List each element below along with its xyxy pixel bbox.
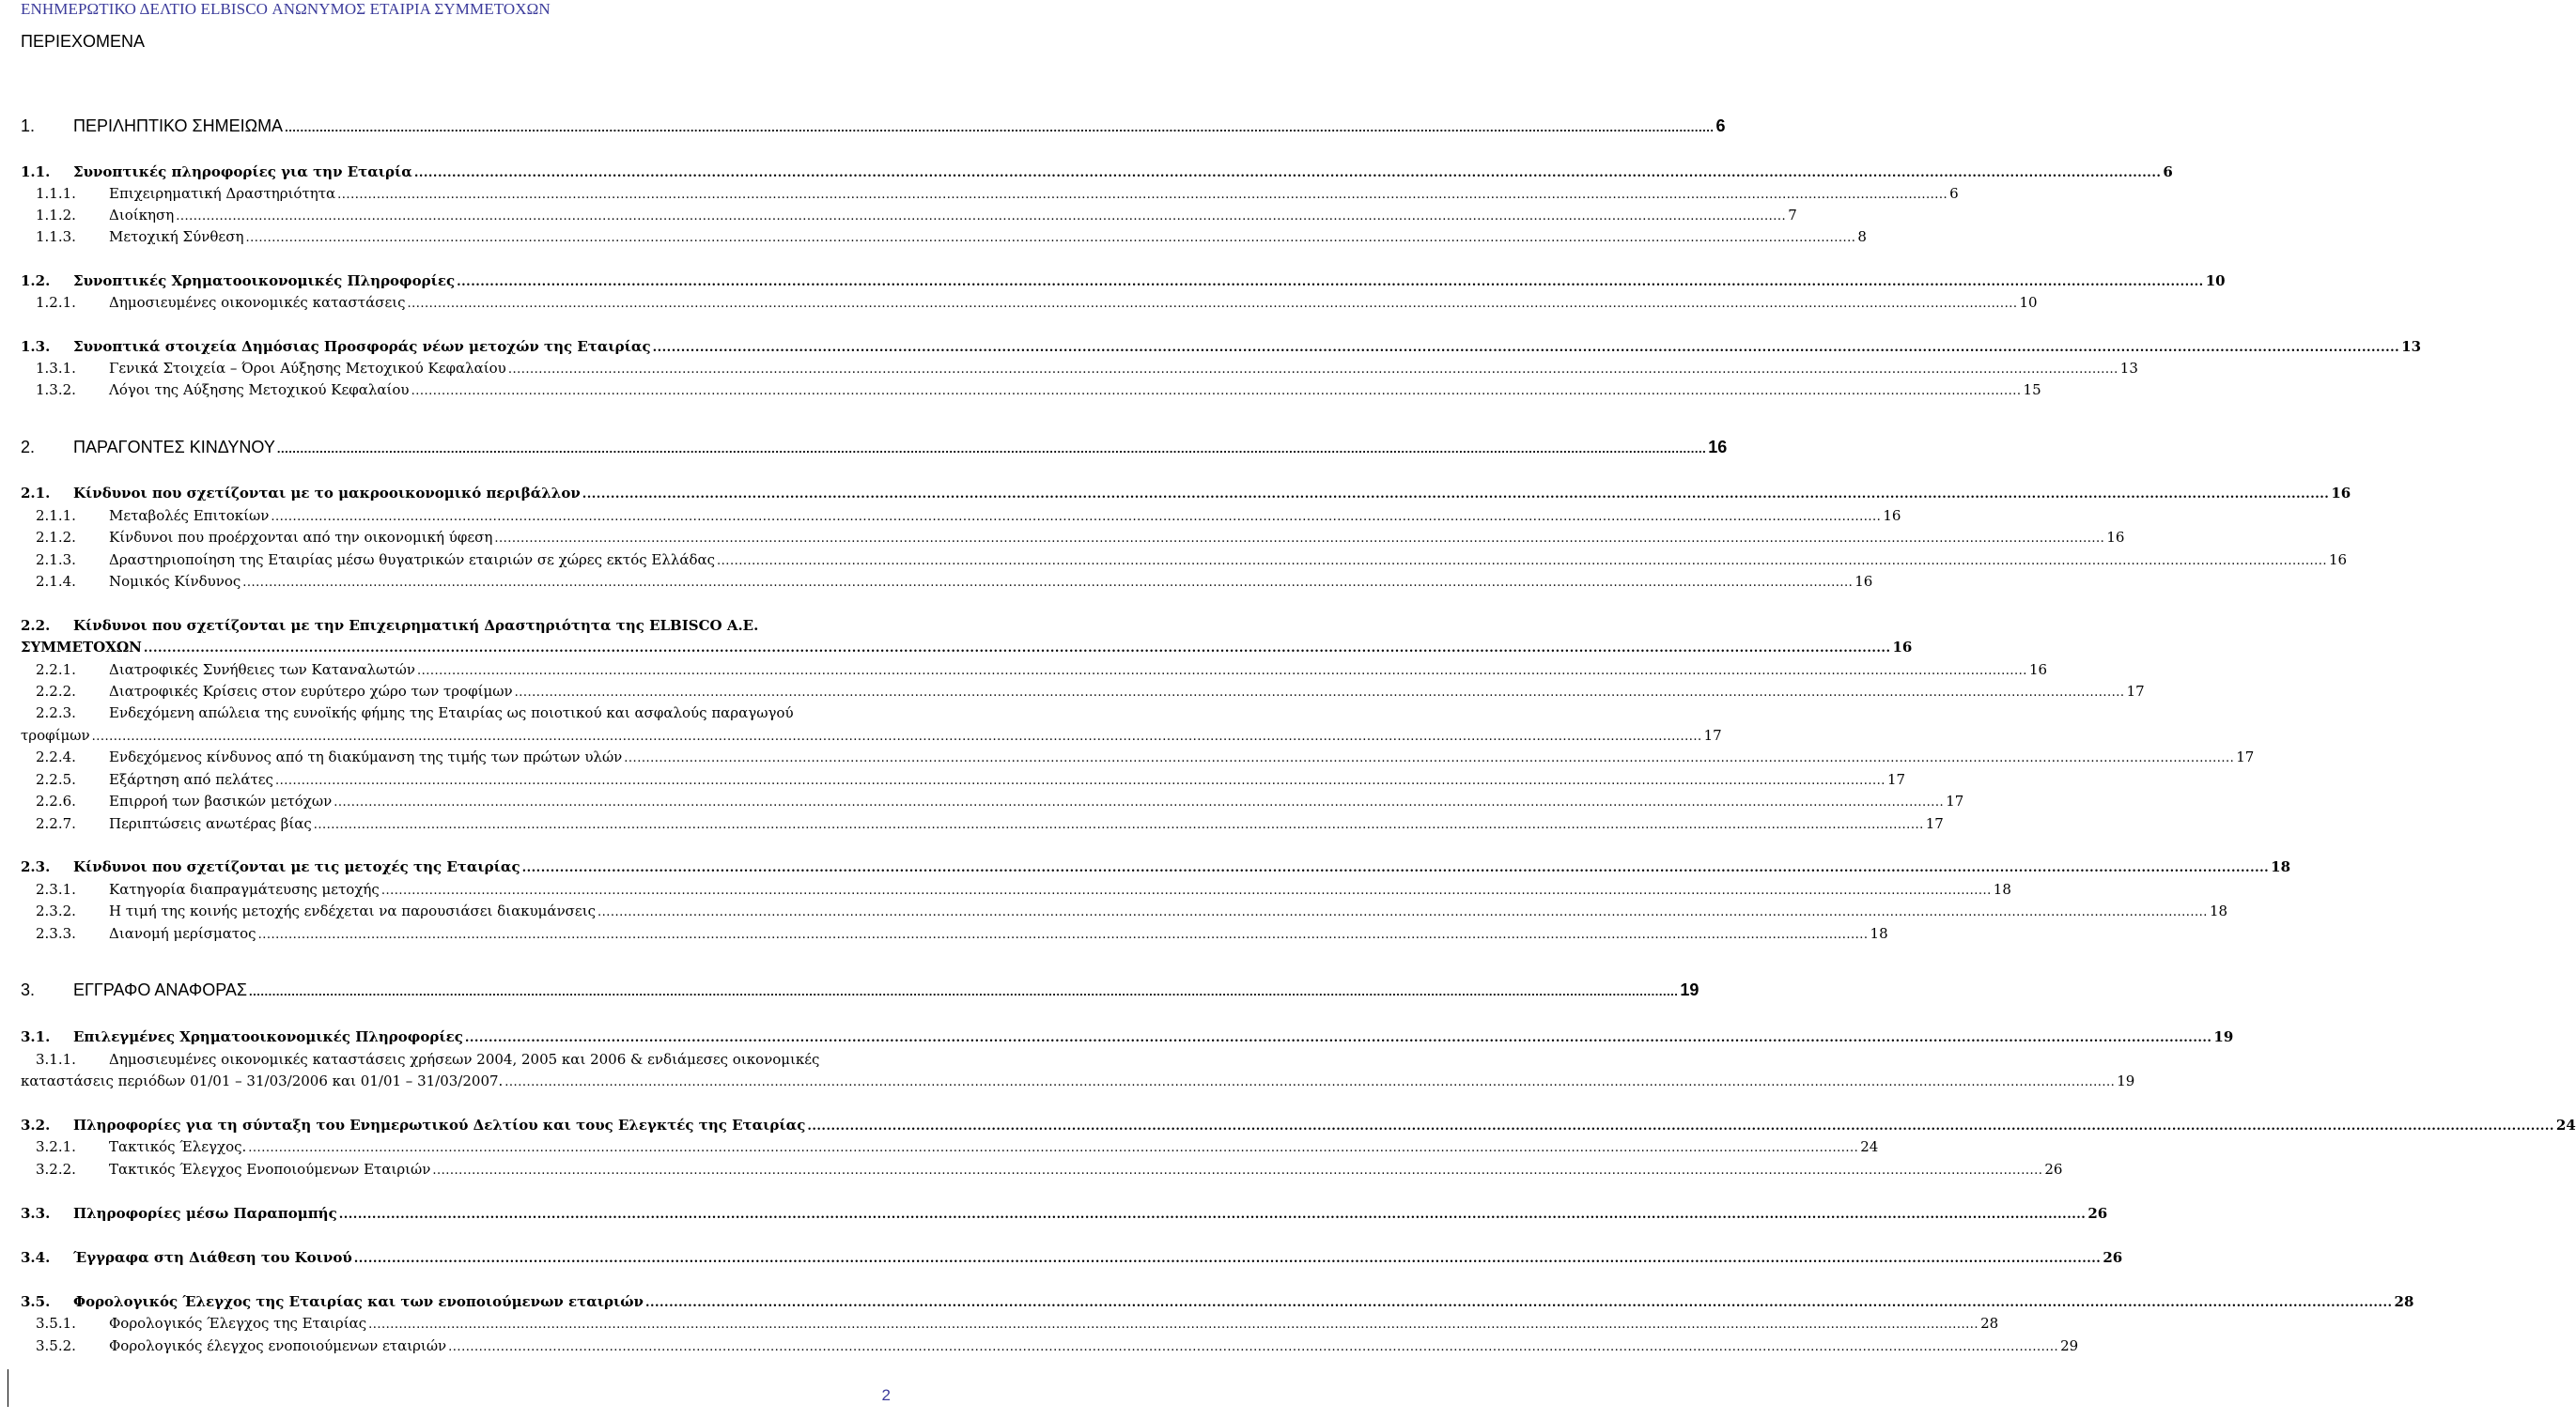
toc-entry-page: 16 bbox=[2329, 551, 2348, 568]
toc-entry[interactable] bbox=[21, 551, 2348, 568]
dot-leader bbox=[245, 231, 1855, 245]
toc-entry-number: 2.2. bbox=[21, 617, 51, 634]
dot-leader bbox=[508, 363, 2118, 377]
toc-entry-number: 2.1.1. bbox=[36, 507, 76, 524]
dot-leader bbox=[285, 120, 1714, 134]
toc-entry[interactable] bbox=[21, 272, 2226, 289]
toc-entry-title: Φορολογικός έλεγχος ενοποιούμενων εταιριών bbox=[109, 1337, 447, 1354]
toc-entry-number: 1.2. bbox=[21, 272, 51, 289]
toc-entry-title: Διανομή μερίσματος bbox=[109, 925, 256, 942]
toc-entry[interactable] bbox=[21, 1117, 2576, 1134]
toc-entry[interactable] bbox=[21, 1028, 2234, 1045]
toc-entry-page: 8 bbox=[1857, 228, 1867, 245]
toc-entry-number: 3.1. bbox=[21, 1028, 51, 1045]
toc-entry-title: Τακτικός Έλεγχος. bbox=[109, 1138, 247, 1155]
toc-entry-page: 16 bbox=[2331, 485, 2351, 502]
dot-leader bbox=[597, 905, 2208, 919]
toc-entry[interactable] bbox=[21, 116, 1726, 136]
toc-entry-title: Έγγραφα στη Διάθεση του Κοινού bbox=[73, 1249, 352, 1266]
dot-leader bbox=[144, 641, 1891, 656]
toc-entry[interactable] bbox=[21, 507, 1901, 524]
toc-entry-page: 18 bbox=[2209, 903, 2228, 919]
toc-entry-number: 2.3. bbox=[21, 858, 51, 875]
toc-entry[interactable] bbox=[21, 881, 2011, 898]
toc-entry[interactable] bbox=[21, 749, 2255, 765]
toc-entry-page: 16 bbox=[2106, 529, 2125, 546]
toc-entry[interactable] bbox=[21, 925, 1888, 942]
toc-entry-number: 2.1.3. bbox=[36, 551, 76, 568]
dot-leader bbox=[381, 884, 1992, 898]
toc-entry[interactable] bbox=[21, 438, 1728, 457]
dot-leader bbox=[432, 1164, 2042, 1178]
toc-entry-title: Η τιμή της κοινής μετοχής ενδέχεται να παρουσιάσει διακυμάνσεις bbox=[109, 903, 596, 919]
toc-entry-page: 29 bbox=[2060, 1337, 2079, 1354]
toc-entry-title: Επιρροή των βασικών μετόχων bbox=[109, 793, 333, 810]
dot-leader bbox=[653, 341, 2400, 355]
toc-entry-title: Κίνδυνοι που σχετίζονται με την Επιχειρηματική Δραστηριότητα της ELBISCO Α.Ε. bbox=[73, 617, 759, 634]
dot-leader bbox=[494, 532, 2104, 546]
toc-entry-page: 16 bbox=[2028, 661, 2048, 678]
toc-entry-number: 3.2. bbox=[21, 1117, 51, 1134]
toc-entry-page: 10 bbox=[2019, 294, 2038, 311]
toc-entry-title-continued: καταστάσεις περιόδων 01/01 – 31/03/2006 και 01/01 – 31/03/2007. bbox=[21, 1073, 504, 1089]
toc-entry-continuation[interactable] bbox=[21, 1073, 2135, 1089]
toc-entry-title: Νομικός Κίνδυνος bbox=[109, 573, 241, 590]
toc-entry-page: 19 bbox=[2213, 1028, 2234, 1045]
dot-leader bbox=[275, 774, 1885, 788]
toc-entry-title: Ενδεχόμενη απώλεια της ευνοϊκής φήμης της Εταιρίας ως ποιοτικού και ασφαλούς παραγωγού bbox=[109, 704, 794, 721]
toc-entry-title: Ενδεχόμενος κίνδυνος από τη διακύμανση της τιμής των πρώτων υλών bbox=[109, 749, 623, 765]
toc-entry-number: 2.2.1. bbox=[36, 661, 76, 678]
toc-entry-number: 1.1. bbox=[21, 163, 51, 180]
toc-entry-title: Εξάρτηση από πελάτες bbox=[109, 771, 273, 788]
toc-entry-page: 16 bbox=[1708, 438, 1728, 456]
toc-entry-page: 16 bbox=[1854, 573, 1873, 590]
toc-entry-number: 1.3.1. bbox=[36, 360, 76, 377]
toc-entry-title: Κίνδυνοι που προέρχονται από την οικονομική ύφεση bbox=[109, 529, 493, 546]
toc-entry[interactable] bbox=[21, 381, 2041, 398]
dot-leader bbox=[624, 751, 2234, 765]
toc-entry-title: Διατροφικές Συνήθειες των Καταναλωτών bbox=[109, 661, 415, 678]
dot-leader bbox=[248, 1141, 1858, 1155]
toc-entry[interactable] bbox=[21, 1249, 2123, 1266]
toc-entry-page: 17 bbox=[2236, 749, 2255, 765]
dot-leader bbox=[242, 576, 1853, 590]
toc-entry[interactable] bbox=[21, 185, 1959, 202]
dot-leader bbox=[354, 1252, 2102, 1266]
toc-entry-title-continued: ΣΥΜΜΕΤΟΧΩΝ bbox=[21, 639, 142, 656]
contents-title: ΠΕΡΙΕΧΟΜΕΝΑ bbox=[21, 32, 146, 51]
toc-entry[interactable] bbox=[21, 573, 1873, 590]
dot-leader bbox=[411, 384, 2022, 398]
toc-entry-title-continued: τροφίμων bbox=[21, 727, 90, 744]
toc-entry[interactable] bbox=[21, 1293, 2414, 1310]
toc-entry-page: 26 bbox=[2087, 1205, 2108, 1222]
toc-entry-page: 17 bbox=[1703, 727, 1722, 744]
toc-entry[interactable] bbox=[21, 529, 2125, 546]
toc-entry-number: 3.5. bbox=[21, 1293, 51, 1310]
toc-entry-number: 2.1.4. bbox=[36, 573, 76, 590]
toc-entry-page: 18 bbox=[1993, 881, 2011, 898]
toc-entry-title: Συνοπτικές πληροφορίες για την Εταιρία bbox=[73, 163, 412, 180]
toc-entry-page: 16 bbox=[1892, 639, 1913, 656]
toc-entry[interactable] bbox=[21, 163, 2173, 180]
toc-entry-title: Γενικά Στοιχεία – Όροι Αύξησης Μετοχικού Κεφαλαίου bbox=[109, 360, 506, 377]
toc-entry-page: 19 bbox=[2117, 1073, 2135, 1089]
toc-entry-number: 2.2.7. bbox=[36, 815, 76, 832]
toc-entry-number: 2.3.2. bbox=[36, 903, 76, 919]
toc-entry-number: 2.2.6. bbox=[36, 793, 76, 810]
dot-leader bbox=[337, 188, 1948, 202]
toc-entry-title: Λόγοι της Αύξησης Μετοχικού Κεφαλαίου bbox=[109, 381, 410, 398]
dot-leader bbox=[258, 928, 1869, 942]
toc-entry[interactable] bbox=[21, 1138, 1879, 1155]
toc-entry[interactable] bbox=[21, 1337, 2079, 1354]
toc-entry[interactable] bbox=[21, 858, 2291, 875]
toc-entry-number: 2.2.5. bbox=[36, 771, 76, 788]
toc-entry[interactable] bbox=[21, 661, 2048, 678]
toc-entry-number: 2.2.4. bbox=[36, 749, 76, 765]
toc-entry-page: 28 bbox=[2394, 1293, 2414, 1310]
toc-entry-page: 6 bbox=[1715, 116, 1726, 135]
toc-entry-page: 18 bbox=[1870, 925, 1888, 942]
toc-entry-number: 1.3.2. bbox=[36, 381, 76, 398]
dot-leader bbox=[368, 1318, 1979, 1332]
toc-entry-page: 24 bbox=[2555, 1117, 2576, 1134]
toc-entry-number: 3. bbox=[21, 980, 36, 999]
toc-entry-title: Μεταβολές Επιτοκίων bbox=[109, 507, 270, 524]
toc-entry-page: 28 bbox=[1980, 1315, 1999, 1332]
toc-entry[interactable] bbox=[21, 1205, 2108, 1222]
toc-entry-number: 3.3. bbox=[21, 1205, 51, 1222]
toc-entry-title: Κίνδυνοι που σχετίζονται με το μακροοικονομικό περιβάλλον bbox=[73, 485, 581, 502]
toc-entry[interactable] bbox=[21, 617, 758, 634]
dot-leader bbox=[92, 730, 1702, 744]
toc-entry-number: 1.3. bbox=[21, 338, 51, 355]
dot-leader bbox=[448, 1340, 2058, 1354]
dot-leader bbox=[408, 297, 2018, 311]
toc-entry[interactable] bbox=[21, 360, 2138, 377]
toc-entry-number: 2.2.3. bbox=[36, 704, 76, 721]
toc-entry[interactable] bbox=[21, 1315, 1999, 1332]
toc-entry-number: 2.2.2. bbox=[36, 683, 76, 700]
toc-entry-page: 17 bbox=[1946, 793, 1964, 810]
toc-entry[interactable] bbox=[21, 1161, 2063, 1178]
toc-entry-page: 7 bbox=[1788, 207, 1797, 224]
toc-entry[interactable] bbox=[21, 338, 2422, 355]
toc-entry[interactable] bbox=[21, 980, 1699, 1000]
document-header: ΕΝΗΜΕΡΩΤΙΚΟ ΔΕΛΤΙΟ ELBISCO ΑΝΩΝΥΜΟΣ ΕΤΑΙΡΙΑ ΣΥΜΜΕΤΟΧΩΝ bbox=[21, 0, 551, 18]
toc-entry-title: Φορολογικός Έλεγχος της Εταιρίας bbox=[109, 1315, 367, 1332]
toc-entry-page: 18 bbox=[2271, 858, 2291, 875]
dot-leader bbox=[807, 1119, 2554, 1134]
toc-entry-number: 2.3.1. bbox=[36, 881, 76, 898]
toc-entry-title: Δημοσιευμένες οικονομικές καταστάσεις bbox=[109, 294, 406, 311]
toc-entry-number: 3.2.1. bbox=[36, 1138, 76, 1155]
dot-leader bbox=[249, 984, 1678, 998]
dot-leader bbox=[717, 554, 2327, 568]
toc-entry[interactable] bbox=[36, 704, 794, 721]
toc-entry[interactable] bbox=[21, 815, 1944, 832]
dot-leader bbox=[457, 275, 2204, 289]
dot-leader bbox=[522, 861, 2270, 875]
dot-leader bbox=[417, 664, 2027, 678]
toc-entry-number: 3.5.1. bbox=[36, 1315, 76, 1332]
toc-entry-page: 13 bbox=[2401, 338, 2422, 355]
toc-entry-number: 2. bbox=[21, 438, 36, 456]
toc-entry-page: 16 bbox=[1883, 507, 1901, 524]
toc-entry-page: 10 bbox=[2205, 272, 2226, 289]
toc-entry-number: 3.5.2. bbox=[36, 1337, 76, 1354]
toc-entry-title: Φορολογικός Έλεγχος της Εταιρίας και των ενοποιούμενων εταιριών bbox=[73, 1293, 644, 1310]
toc-entry[interactable] bbox=[21, 228, 1867, 245]
toc-entry[interactable] bbox=[21, 683, 2145, 700]
toc-entry-title: Διατροφικές Κρίσεις στον ευρύτερο χώρο των τροφίμων bbox=[109, 683, 513, 700]
dot-leader bbox=[314, 818, 1924, 832]
toc-entry-title: Κίνδυνοι που σχετίζονται με τις μετοχές της Εταιρίας bbox=[73, 858, 520, 875]
toc-entry-title: Επιχειρηματική Δραστηριότητα bbox=[109, 185, 336, 202]
toc-entry-page: 26 bbox=[2044, 1161, 2063, 1178]
toc-entry-title: Δημοσιευμένες οικονομικές καταστάσεις χρήσεων 2004, 2005 και 2006 & ενδιάμεσες οικονομικές bbox=[109, 1051, 820, 1068]
toc-entry-page: 13 bbox=[2119, 360, 2138, 377]
toc-entry-number: 1.1.2. bbox=[36, 207, 76, 224]
toc-entry-number: 1.1.3. bbox=[36, 228, 76, 245]
dot-leader bbox=[277, 441, 1706, 455]
toc-entry-page: 26 bbox=[2103, 1249, 2123, 1266]
toc-entry-title: Δραστηριοποίηση της Εταιρίας μέσω θυγατρικών εταιριών σε χώρες εκτός Ελλάδας bbox=[109, 551, 716, 568]
toc-entry-title: Διοίκηση bbox=[109, 207, 175, 224]
dot-leader bbox=[339, 1208, 2087, 1222]
toc-entry-continuation[interactable] bbox=[21, 727, 1722, 744]
toc-entry-number: 2.1.2. bbox=[36, 529, 76, 546]
toc-entry-number: 1. bbox=[21, 116, 36, 135]
toc-entry-title: ΠΕΡΙΛΗΠΤΙΚΟ ΣΗΜΕΙΩΜΑ bbox=[73, 116, 284, 135]
dot-leader bbox=[334, 795, 1944, 810]
toc-entry-title: Τακτικός Έλεγχος Ενοποιούμενων Εταιριών bbox=[109, 1161, 431, 1178]
toc-entry[interactable] bbox=[21, 207, 1797, 224]
toc-entry-title: Περιπτώσεις ανωτέρας βίας bbox=[109, 815, 312, 832]
toc-entry-page: 6 bbox=[1949, 185, 1959, 202]
toc-entry-page: 6 bbox=[2163, 163, 2173, 180]
toc-entry-title: Κατηγορία διαπραγμάτευσης μετοχής bbox=[109, 881, 380, 898]
toc-entry-title: ΕΓΓΡΑΦΟ ΑΝΑΦΟΡΑΣ bbox=[73, 980, 248, 999]
toc-entry-number: 1.2.1. bbox=[36, 294, 76, 311]
page-number: 2 bbox=[881, 1386, 891, 1404]
toc-entry-title: Συνοπτικές Χρηματοοικονομικές Πληροφορίες bbox=[73, 272, 456, 289]
toc-entry[interactable] bbox=[21, 903, 2228, 919]
toc-entry-page: 15 bbox=[2023, 381, 2041, 398]
toc-entry-page: 19 bbox=[1680, 980, 1699, 999]
toc-entry-number: 3.4. bbox=[21, 1249, 51, 1266]
dot-leader bbox=[271, 510, 1881, 524]
toc-entry[interactable] bbox=[21, 793, 1964, 810]
toc-entry-page: 24 bbox=[1860, 1138, 1879, 1155]
toc-entry-title: ΠΑΡΑΓΟΝΤΕΣ ΚΙΝΔΥΝΟΥ bbox=[73, 438, 275, 456]
toc-entry-page: 17 bbox=[1886, 771, 1906, 788]
toc-entry-title: Μετοχική Σύνθεση bbox=[109, 228, 244, 245]
toc-entry[interactable] bbox=[21, 771, 1906, 788]
toc-entry[interactable] bbox=[21, 294, 2038, 311]
dot-leader bbox=[414, 166, 2162, 180]
dot-leader bbox=[176, 209, 1786, 224]
toc-entry[interactable] bbox=[36, 1051, 819, 1068]
dot-leader bbox=[465, 1031, 2212, 1045]
toc-entry[interactable] bbox=[21, 485, 2351, 502]
dot-leader bbox=[645, 1296, 2393, 1310]
toc-entry-title: Επιλεγμένες Χρηματοοικονομικές Πληροφορίες bbox=[73, 1028, 463, 1045]
toc-entry-number: 2.1. bbox=[21, 485, 51, 502]
toc-entry-page: 17 bbox=[1925, 815, 1944, 832]
toc-entry-number: 3.1.1. bbox=[36, 1051, 76, 1068]
toc-entry-continuation[interactable] bbox=[21, 639, 1913, 656]
toc-entry-number: 3.2.2. bbox=[36, 1161, 76, 1178]
toc-entry-title: Πληροφορίες μέσω Παραπομπής bbox=[73, 1205, 337, 1222]
toc-entry-title: Πληροφορίες για τη σύνταξη του Ενημερωτικού Δελτίου και τους Ελεγκτές της Εταιρίας bbox=[73, 1117, 806, 1134]
dot-leader bbox=[504, 1075, 2115, 1089]
dot-leader bbox=[515, 686, 2125, 700]
dot-leader bbox=[582, 487, 2330, 502]
toc-entry-number: 1.1.1. bbox=[36, 185, 76, 202]
toc-entry-page: 17 bbox=[2126, 683, 2145, 700]
toc-entry-number: 2.3.3. bbox=[36, 925, 76, 942]
toc-entry-title: Συνοπτικά στοιχεία Δημόσιας Προσφοράς νέων μετοχών της Εταιρίας bbox=[73, 338, 651, 355]
